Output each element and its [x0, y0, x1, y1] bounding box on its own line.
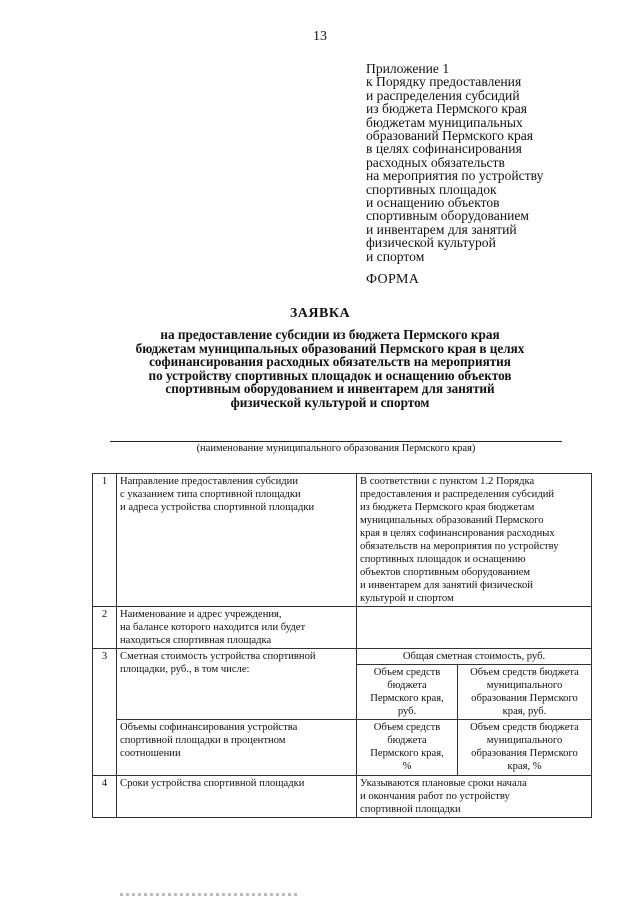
table-row [93, 776, 592, 818]
row-label [117, 474, 357, 607]
subtitle-line: по устройству спортивных площадок и оснащению объектов [148, 367, 512, 383]
value-line: и инвентарем для занятий физической [360, 580, 533, 591]
appendix-line: бюджетам муниципальных [366, 114, 523, 130]
label-line: на балансе которого находится или будет [120, 622, 306, 633]
municipal-budget-rub [458, 665, 592, 720]
label-line: Сметная стоимость устройства спортивной [120, 651, 316, 662]
total-cost-header: Общая сметная стоимость, руб. [357, 649, 592, 665]
appendix-line: образований Пермского края [366, 128, 534, 144]
cell-line: Объем средств бюджета [470, 722, 579, 733]
table-row [93, 720, 592, 776]
cell-line: муниципального [486, 735, 563, 746]
value-line: В соответствии с пунктом 1.2 Порядка [360, 476, 535, 487]
row-label [117, 720, 357, 776]
table-row [93, 649, 592, 665]
appendix-line: в целях софинансирования [366, 141, 522, 157]
appendix-line: к Порядку предоставления [366, 74, 522, 90]
cell-line: бюджета [387, 735, 427, 746]
cell-line: образования Пермского [471, 693, 578, 704]
subtitle-line: софинансирования расходных обязательств на мероприятия [149, 354, 511, 370]
cell-line: Пермского края, [370, 693, 444, 704]
subtitle-line: спортивным оборудованием и инвентарем для занятий [165, 381, 495, 397]
form-label: ФОРМА [366, 272, 420, 287]
appendix-line: и оснащению объектов [366, 195, 500, 211]
label-line: Направление предоставления субсидии [120, 476, 298, 487]
cell-line: края, руб. [502, 706, 547, 717]
appendix-line: спортивных площадок [366, 181, 497, 197]
page-number: 13 [313, 29, 327, 44]
value-line: спортивной площадки [360, 804, 461, 815]
appendix-line: спортивным оборудованием [366, 208, 530, 224]
subtitle-line: бюджетам муниципальных образований Пермского края в целях [135, 340, 525, 356]
subtitle-line: физической культурой и спортом [230, 394, 430, 410]
cell-line: Объем средств бюджета [470, 667, 579, 678]
appendix-header [366, 62, 606, 263]
appendix-line: Приложение 1 [366, 61, 450, 76]
appendix-line: расходных обязательств [366, 154, 505, 170]
cell-line: образования Пермского [471, 748, 578, 759]
application-table [92, 473, 592, 818]
row-value [357, 474, 592, 607]
regional-budget-rub [357, 665, 458, 720]
label-line: спортивной площадки в процентном [120, 735, 286, 746]
label-line: с указанием типа спортивной площадки [120, 489, 301, 500]
cell-line: бюджета [387, 680, 427, 691]
label-line: Наименование и адрес учреждения, [120, 609, 282, 620]
municipality-fill-line[interactable] [110, 441, 562, 442]
value-line: из бюджета Пермского края бюджетам [360, 502, 535, 513]
label-line: соотношении [120, 748, 181, 759]
label-line: Сроки устройства спортивной площадки [120, 778, 305, 789]
row-label [117, 607, 357, 649]
value-line: Указываются плановые сроки начала [360, 778, 527, 789]
subtitle-line: на предоставление субсидии из бюджета Пермского края [160, 327, 500, 342]
appendix-line: из бюджета Пермского края [366, 101, 528, 117]
label-line: и адреса устройства спортивной площадки [120, 502, 315, 513]
document-subtitle [110, 328, 550, 410]
row-number: 4 [93, 776, 117, 818]
value-line: муниципальных образований Пермского [360, 515, 544, 526]
row-value-empty[interactable] [357, 607, 592, 649]
scan-artifact-line [120, 893, 300, 896]
value-line: обязательств на мероприятия по устройству [360, 541, 559, 552]
appendix-line: и спортом [366, 248, 425, 264]
document-title: ЗАЯВКА [289, 306, 351, 321]
row-label [117, 649, 357, 720]
municipal-budget-percent [458, 720, 592, 776]
value-line: объектов спортивным оборудованием [360, 567, 531, 578]
cell-line: Объем средств [373, 722, 441, 733]
regional-budget-percent [357, 720, 458, 776]
value-line: предоставления и распределения субсидий [360, 489, 555, 500]
row-label [117, 776, 357, 818]
appendix-line: на мероприятия по устройству [366, 168, 544, 184]
cell-line: руб. [397, 706, 417, 717]
appendix-line: и инвентарем для занятий [366, 221, 517, 237]
appendix-line: и распределения субсидий [366, 87, 520, 103]
table-row [93, 474, 592, 607]
row-value [357, 776, 592, 818]
cell-line: муниципального [486, 680, 563, 691]
label-line: находиться спортивная площадка [120, 635, 272, 646]
cell-line: Пермского края, [370, 748, 444, 759]
label-line: площадки, руб., в том числе: [120, 664, 250, 675]
cell-line: % [402, 761, 412, 772]
cell-line: Объем средств [373, 667, 441, 678]
value-line: и окончания работ по устройству [360, 791, 510, 802]
cell-line: края, % [507, 761, 542, 772]
row-number: 2 [93, 607, 117, 649]
row-number: 3 [93, 649, 117, 776]
value-line: спортивных площадок и оснащению [360, 554, 526, 565]
row-number: 1 [93, 474, 117, 607]
label-line: Объемы софинансирования устройства [120, 722, 298, 733]
municipality-caption: (наименование муниципального образования Пермского края) [196, 443, 476, 454]
value-line: культурой и спортом [360, 593, 454, 604]
table-row [93, 607, 592, 649]
appendix-line: физической культурой [366, 235, 496, 251]
value-line: края в целях софинансирования расходных [360, 528, 555, 539]
